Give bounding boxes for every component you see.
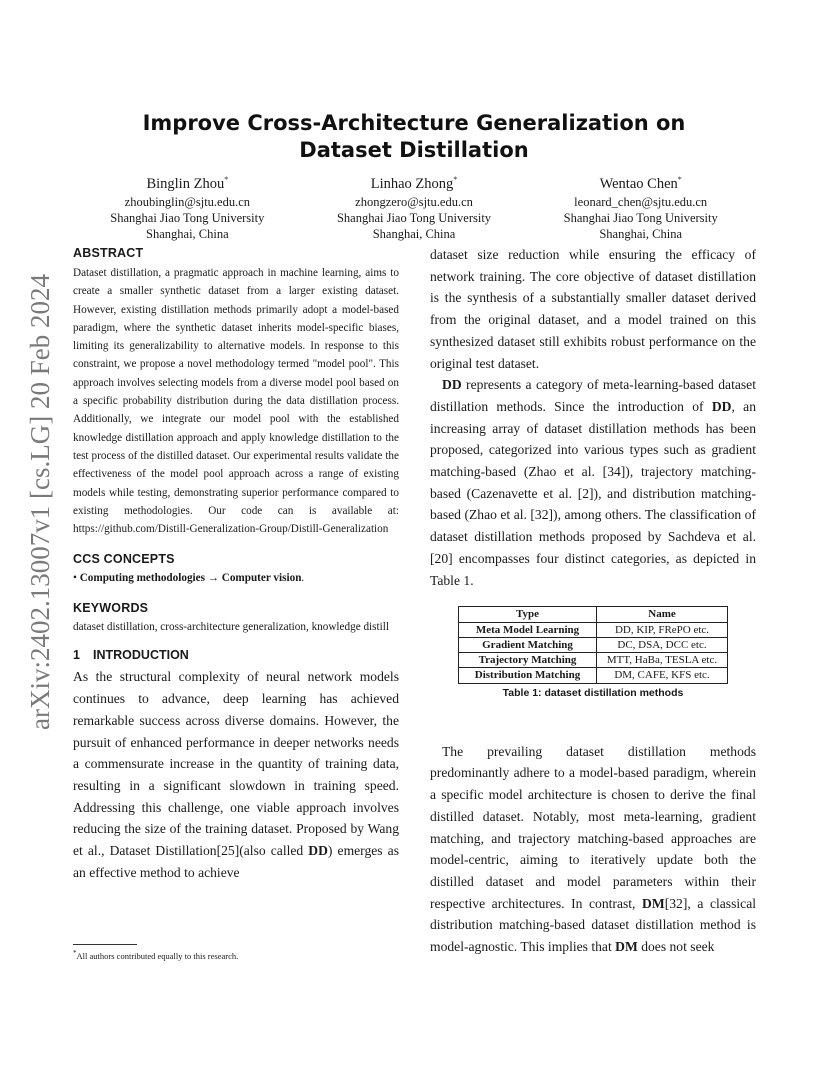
table-cell-name: DM, CAFE, KFS etc.: [597, 668, 728, 683]
table-cell-type: Distribution Matching: [459, 668, 597, 683]
author-name: Binglin Zhou*: [146, 175, 229, 192]
abstract-text: Dataset distillation, a pragmatic approach in machine learning, aims to create a smaller synthetic dataset from a larger existing dataset. However, existing distillation methods primarily adopt a model-based paradigm, where the synthetic dataset inherits model-specific biases, limiting its generalizability to alternative models. In response to this constraint, we propose a novel methodology termed "model pool". This approach involves selecting models from a diverse model pool based on a specific probability distribution during the data distillation process. Additionally, we integrate our model pool with the established knowledge distillation approach and apply knowledge distillation to the test process of the distilled dataset. Our experimental results validate the effectiveness of the model pool approach across a range of existing models while testing, demonstrating superior performance compared to existing methodologies. Our code can is available at: https://github.com/Distill-Generalization-Group/Distill-Generalization: [73, 267, 399, 536]
author-location: Shanghai, China: [372, 226, 456, 241]
footnote: *All authors contributed equally to this research.: [73, 949, 239, 961]
author-affiliation: Shanghai Jiao Tong University: [563, 210, 718, 225]
table-row: [459, 668, 728, 683]
keywords-text: dataset distillation, cross-architecture generalization, knowledge distill: [73, 620, 389, 633]
ccs-concepts: • Computing methodologies → Computer vision.: [73, 572, 305, 585]
keywords-heading: KEYWORDS: [73, 600, 149, 615]
section-heading-introduction: 1 INTRODUCTION: [73, 648, 189, 663]
left-column: [73, 246, 399, 883]
methods-table: [458, 606, 728, 683]
author-1: [74, 170, 301, 242]
right-column: [430, 244, 756, 958]
author-name: Linhao Zhong*: [370, 175, 458, 192]
author-location: Shanghai, China: [146, 226, 229, 241]
author-name: Wentao Chen*: [599, 175, 682, 192]
table-cell-type: Trajectory Matching: [459, 653, 597, 668]
table-row: [459, 653, 728, 668]
table-cell-type: Gradient Matching: [459, 637, 597, 652]
table-cell-type: Meta Model Learning: [459, 622, 597, 637]
table-header-row: [459, 607, 728, 622]
ccs-heading: CCS CONCEPTS: [73, 552, 175, 567]
author-location: Shanghai, China: [599, 226, 682, 241]
table-cell-name: DC, DSA, DCC etc.: [597, 637, 728, 652]
table-cell-name: DD, KIP, FRePO etc.: [597, 622, 728, 637]
author-2: [301, 170, 528, 242]
paper-title: Improve Cross-Architecture Generalization on Dataset Distillation: [142, 111, 686, 162]
author-email: leonard_chen@sjtu.edu.cn: [574, 194, 708, 209]
author-email: zhongzero@sjtu.edu.cn: [355, 194, 473, 209]
table-row: [459, 637, 728, 652]
intro-paragraph-1-continued: dataset size reduction while ensuring the efficacy of network training. The core objective of dataset distillation is the synthesis of a substantially smaller dataset derived from the original dataset, and a model trained on this synthesized dataset still exhibits robust performance on the original test dataset.: [430, 247, 756, 371]
intro-paragraph-2: DD represents a category of meta-learning-based dataset distillation methods. Since the introduction of DD, an increasing array of dataset distillation methods has been proposed, categorized into various types such as gradient matching-based (Zhao et al. [34]), trajectory matching-based (Cazenavette et al. [2]), and distribution matching-based (Zhao et al. [32]), among others. The classification of dataset distillation methods proposed by Sachdeva et al. [20] encompasses four distinct categories, as depicted in Table 1.: [430, 377, 756, 588]
intro-paragraph-3: The prevailing dataset distillation methods predominantly adhere to a model-based paradigm, wherein a specific model architecture is chosen to derive the final distilled dataset. Notably, most meta-learning, gradient matching, and trajectory matching-based approaches are model-centric, aiming to iteratively update both the distilled dataset and model parameters within their respective architectures. In contrast, DM[32], a classical distribution matching-based dataset distillation method is model-agnostic. This implies that DM does not seek: [430, 743, 757, 955]
author-block: [74, 170, 754, 242]
footnote-rule: [73, 944, 137, 945]
arxiv-identifier: arXiv:2402.13007v1 [cs.LG] 20 Feb 2024: [25, 274, 55, 730]
table-row: [459, 622, 728, 637]
author-3: [527, 170, 754, 242]
table-cell-name: MTT, HaBa, TESLA etc.: [597, 653, 728, 668]
author-email: zhoubinglin@sjtu.edu.cn: [124, 194, 251, 209]
table-header: Name: [597, 607, 728, 622]
intro-paragraph-1: As the structural complexity of neural network models continues to advance, deep learning has achieved remarkable success across diverse domains. However, the pursuit of enhanced performance in deeper networks needs a commensurate increase in the quantity of training data, resulting in a significant slowdown in training speed. Addressing this challenge, one viable approach involves reducing the size of the training dataset. Proposed by Wang et al., Dataset Distillation[25](also called DD) emerges as an effective method to achieve: [73, 669, 399, 880]
author-affiliation: Shanghai Jiao Tong University: [110, 210, 265, 225]
abstract-heading: ABSTRACT: [73, 246, 144, 260]
table-caption: Table 1: dataset distillation methods: [502, 686, 684, 699]
author-affiliation: Shanghai Jiao Tong University: [336, 210, 492, 225]
table-header: Type: [459, 607, 597, 622]
table-1: [430, 606, 756, 698]
